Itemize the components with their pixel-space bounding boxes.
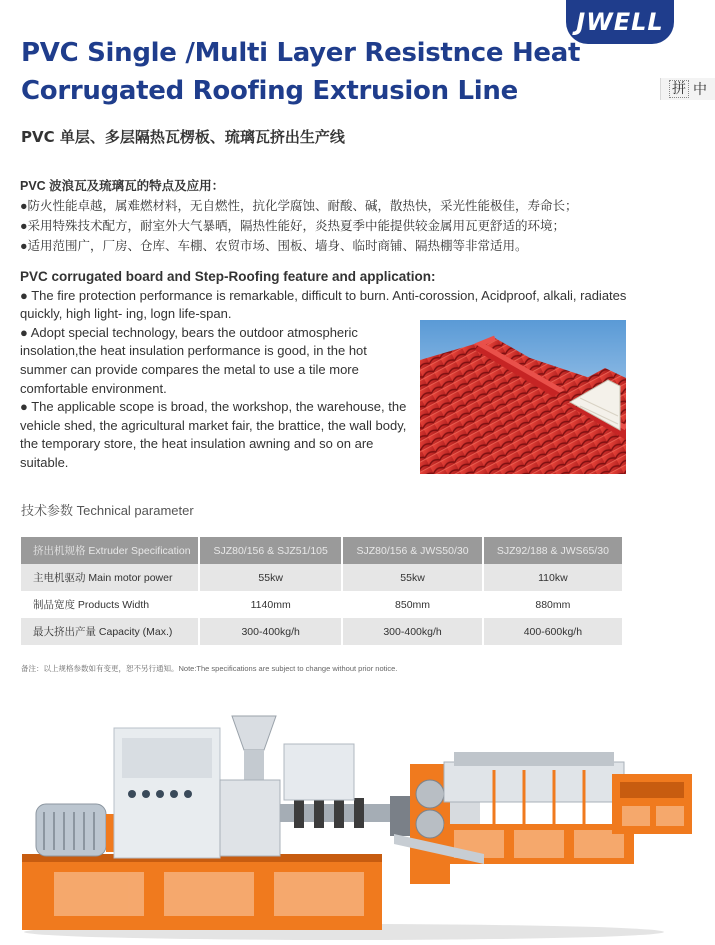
table-cell: 最大挤出产量 Capacity (Max.)	[21, 618, 199, 645]
lang-chinese-button[interactable]: 中	[693, 82, 707, 98]
table-cell: 880mm	[483, 591, 622, 618]
table-cell: 850mm	[342, 591, 482, 618]
en-feature-item: ● The applicable scope is broad, the workshop, the warehouse, the vehicle shed, the agricultural market fair, the brattice, the wall body, the temporary store, the heat insulation awning and so on are suitable.	[20, 399, 407, 470]
table-cell: SJZ80/156 & SJZ51/105	[199, 537, 342, 564]
roof-illustration	[420, 320, 626, 474]
cn-feature-item: ●采用特殊技术配方，耐室外大气暴晒，隔热性能好，炎热夏季中能提供较金属用瓦更舒适的环境；	[20, 219, 566, 233]
table-cell: 制品宽度 Products Width	[21, 591, 199, 618]
page-subtitle: PVC 单层、多层隔热瓦楞板、琉璃瓦挤出生产线	[21, 128, 345, 146]
cn-feature-item: ●防火性能卓越，属难燃材料，无自燃性，抗化学腐蚀、耐酸、碱，散热快，采光性能极佳，寿命长；	[20, 199, 578, 213]
table-row	[21, 564, 622, 591]
table-header-row	[21, 537, 622, 564]
extrusion-machine-illustration	[14, 704, 704, 940]
table-cell: SJZ80/156 & JWS50/30	[342, 537, 482, 564]
cn-feature-item: ●适用范围广，厂房、仓库、车棚、农贸市场、围板、墙身、临时商铺、隔热棚等非常适用。	[20, 239, 528, 253]
cn-features	[20, 176, 620, 256]
language-switcher[interactable]	[660, 78, 715, 100]
title-line-1: PVC Single /Multi Layer Resistnce Heat	[21, 38, 581, 68]
extrusion-line-machine-photo	[14, 704, 704, 940]
table-cell: 主电机驱动 Main motor power	[21, 564, 199, 591]
table-cell: 1140mm	[199, 591, 342, 618]
table-cell: 300-400kg/h	[199, 618, 342, 645]
en-features-heading: PVC corrugated board and Step-Roofing feature and application:	[20, 269, 436, 284]
table-cell: SJZ92/188 & JWS65/30	[483, 537, 622, 564]
table-row	[21, 591, 622, 618]
tech-parameter-title: 技术参数 Technical parameter	[21, 503, 194, 518]
en-feature-item: ● The fire protection performance is remarkable, difficult to burn. Anti-corossion, Acidproof, alkali, radiates quickly, high light- ing, logn life-span.	[20, 287, 627, 322]
red-roof-tile-photo	[420, 320, 626, 474]
lang-traditional-button[interactable]: 拼	[669, 80, 689, 98]
en-feature-item: ● Adopt special technology, bears the outdoor atmospheric insolation,the heat insulation performance is good, in the hot summer can provide compares the metal to use a tile more comfortable environment.	[20, 324, 367, 396]
title-line-2: Corrugated Roofing Extrusion Line	[21, 76, 518, 106]
table-row	[21, 618, 622, 645]
table-cell: 300-400kg/h	[342, 618, 482, 645]
table-cell: 挤出机规格 Extruder Specification	[21, 537, 199, 564]
tech-parameter-table	[21, 537, 622, 645]
table-cell: 55kw	[199, 564, 342, 591]
table-cell: 110kw	[483, 564, 622, 591]
cn-features-heading: PVC 波浪瓦及琉璃瓦的特点及应用：	[20, 179, 225, 193]
page-title	[21, 34, 581, 110]
disclaimer-note: 备注：以上规格参数如有变更，恕不另行通知。Note:The specifications are subject to change without prior notice.	[21, 664, 398, 673]
table-cell: 55kw	[342, 564, 482, 591]
brand-logo: JWELL	[566, 0, 674, 44]
table-cell: 400-600kg/h	[483, 618, 622, 645]
